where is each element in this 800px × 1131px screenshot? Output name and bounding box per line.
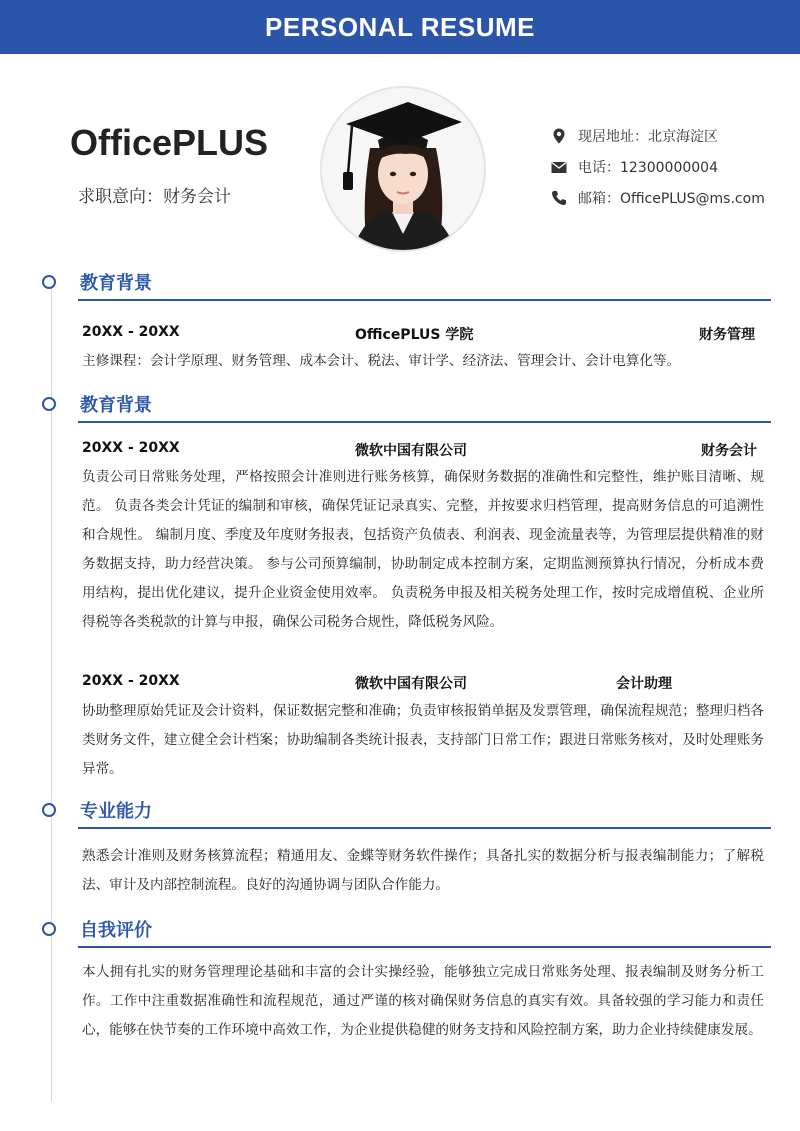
education-school: OfficePLUS 学院 xyxy=(355,327,474,343)
education-row xyxy=(82,324,758,344)
self-evaluation-text: 本人拥有扎实的财务管理理论基础和丰富的会计实操经验，能够独立完成日常账务处理、报表编制及财务分析工作。工作中注重数据准确性和流程规范，通过严谨的核对确保财务信息的真实有效。具备较强的学习能力和责任心，能够在快节奏的工作环境中高效工作，为企业提供稳健的财务支持和风险控制方案，助力企业持续健康发展。 xyxy=(82,964,764,1038)
address-text: 现居地址：北京海淀区 xyxy=(578,129,718,145)
email-text: 邮箱：OfficePLUS@ms.com xyxy=(578,191,765,207)
experience-description-2: 协助整理原始凭证及会计资料，保证数据完整和准确；负责审核报销单据及发票管理，确保流程规范；整理归档各类财务文件，建立健全会计档案；协助编制各类统计报表，支持部门日常工作；跟进日常账务核对，及时处理账务异常。 xyxy=(82,703,764,777)
profile-photo xyxy=(320,86,486,252)
experience-description-1: 负责公司日常账务处理，严格按照会计准则进行账务核算，确保财务数据的准确性和完整性，维护账目清晰、规范。 负责各类会计凭证的编制和审核，确保凭证记录真实、完整，并按要求归档管理，提高财务信息的可追溯性和合规性。 编制月度、季度及年度财务报表，包括资产负债表、利润表、现金流量表等，为管理层提供精准的财务数据支持，助力经营决策。 参与公司预算编制，协助制定成本控制方案，定期监测预算执行情况，分析成本费用结构，提出优化建议，提升企业资金使用效率。 负责税务申报及相关税务处理工作，按时完成增值税、企业所得税等各类税款的计算与申报，确保公司税务合规性，降低税务风险。 xyxy=(82,469,764,630)
phone-text: 电话：12300000004 xyxy=(578,160,718,176)
section-dot-education xyxy=(42,275,56,289)
section-divider-skills xyxy=(78,827,771,829)
section-title-self-evaluation: 自我评价 xyxy=(80,920,152,941)
section-dot-self-evaluation xyxy=(42,922,56,936)
envelope-icon xyxy=(550,158,568,176)
section-dot-skills xyxy=(42,803,56,817)
section-title-education: 教育背景 xyxy=(80,273,152,294)
section-title-experience: 教育背景 xyxy=(80,395,152,416)
contact-address xyxy=(550,126,718,146)
skills-text: 熟悉会计准则及财务核算流程；精通用友、金蝶等财务软件操作；具备扎实的数据分析与报表编制能力；了解税法、审计及内部控制流程。良好的沟通协调与团队合作能力。 xyxy=(82,848,764,893)
candidate-name: OfficePLUS xyxy=(70,122,269,163)
contact-phone xyxy=(550,157,718,177)
contact-email xyxy=(550,188,765,208)
experience-row-1 xyxy=(82,440,758,460)
phone-icon xyxy=(550,189,568,207)
experience-company: 微软中国有限公司 xyxy=(355,443,467,459)
education-period: 20XX - 20XX xyxy=(82,324,180,340)
experience-position: 财务会计 xyxy=(701,443,757,459)
section-divider-education xyxy=(78,299,771,301)
job-intent: 求职意向：财务会计 xyxy=(78,187,231,207)
resume-title: PERSONAL RESUME xyxy=(265,12,535,42)
section-dot-experience xyxy=(42,397,56,411)
experience-period: 20XX - 20XX xyxy=(82,440,180,456)
graduate-portrait-icon xyxy=(322,88,484,250)
education-major: 财务管理 xyxy=(699,327,755,343)
section-title-skills: 专业能力 xyxy=(80,801,152,822)
experience-period: 20XX - 20XX xyxy=(82,673,180,689)
education-courses: 主修课程：会计学原理、财务管理、成本会计、税法、审计学、经济法、管理会计、会计电算化等。 xyxy=(82,353,681,369)
location-pin-icon xyxy=(550,127,568,145)
experience-company: 微软中国有限公司 xyxy=(355,676,467,692)
experience-row-2 xyxy=(82,673,758,693)
experience-position: 会计助理 xyxy=(616,676,672,692)
section-divider-self-evaluation xyxy=(78,946,771,948)
header-bar xyxy=(0,0,800,54)
section-divider-experience xyxy=(78,421,771,423)
